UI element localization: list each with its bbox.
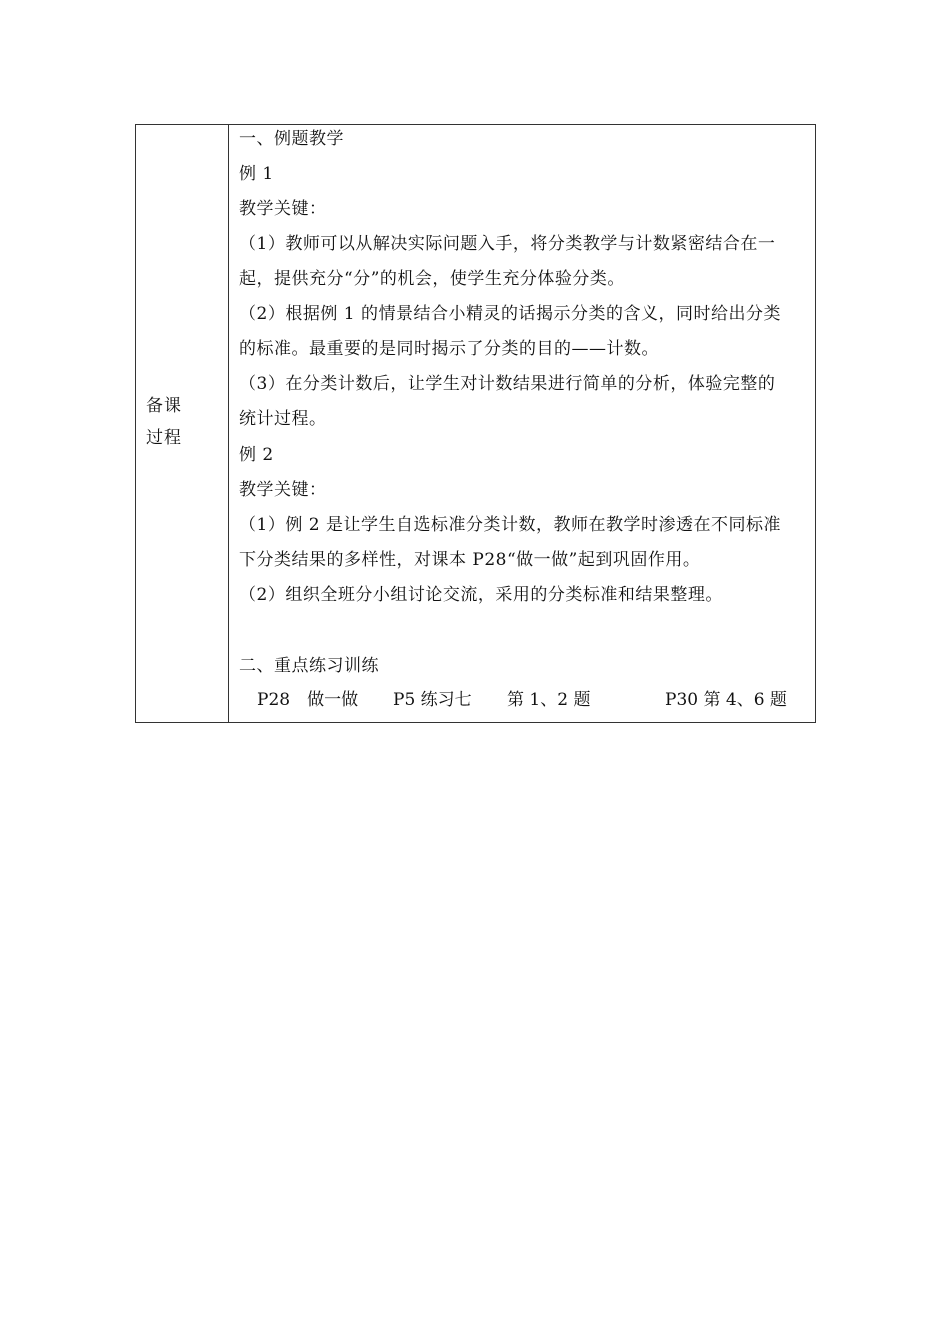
row-label-line-2: 过程 [146, 428, 182, 448]
teaching-key-heading: 教学关键： [239, 480, 327, 500]
text-line: （1）例 2 是让学生自选标准分类计数，教师在教学时渗透在不同标准 [239, 515, 781, 535]
text-line: 起，提供充分“分”的机会，使学生充分体验分类。 [239, 269, 625, 289]
practice-item: 第 1、2 题 [507, 690, 591, 710]
section-heading-practice: 二、重点练习训练 [239, 656, 379, 676]
text-line: （2）根据例 1 的情景结合小精灵的话揭示分类的含义，同时给出分类 [239, 304, 781, 324]
example-1-title: 例 1 [239, 164, 274, 184]
text-line: 的标准。最重要的是同时揭示了分类的目的——计数。 [239, 339, 659, 359]
lesson-plan-table [135, 124, 816, 723]
text-line: （3）在分类计数后，让学生对计数结果进行简单的分析，体验完整的 [239, 374, 776, 394]
row-label [146, 390, 182, 454]
text-line: （2）组织全班分小组讨论交流，采用的分类标准和结果整理。 [239, 585, 723, 605]
row-label-line-1: 备课 [146, 396, 182, 416]
practice-item: P28 做一做 [257, 690, 359, 710]
section-heading-examples: 一、例题教学 [239, 129, 344, 149]
practice-item: P5 练习七 [393, 690, 472, 710]
teaching-key-heading: 教学关键： [239, 199, 327, 219]
content-cell [229, 125, 815, 722]
example-2-title: 例 2 [239, 445, 274, 465]
text-line: 下分类结果的多样性，对课本 P28“做一做”起到巩固作用。 [239, 550, 701, 570]
row-label-cell [136, 125, 229, 722]
practice-item: P30 第 4、6 题 [665, 690, 787, 710]
text-line: 统计过程。 [239, 409, 327, 429]
text-line: （1）教师可以从解决实际问题入手，将分类教学与计数紧密结合在一 [239, 234, 776, 254]
